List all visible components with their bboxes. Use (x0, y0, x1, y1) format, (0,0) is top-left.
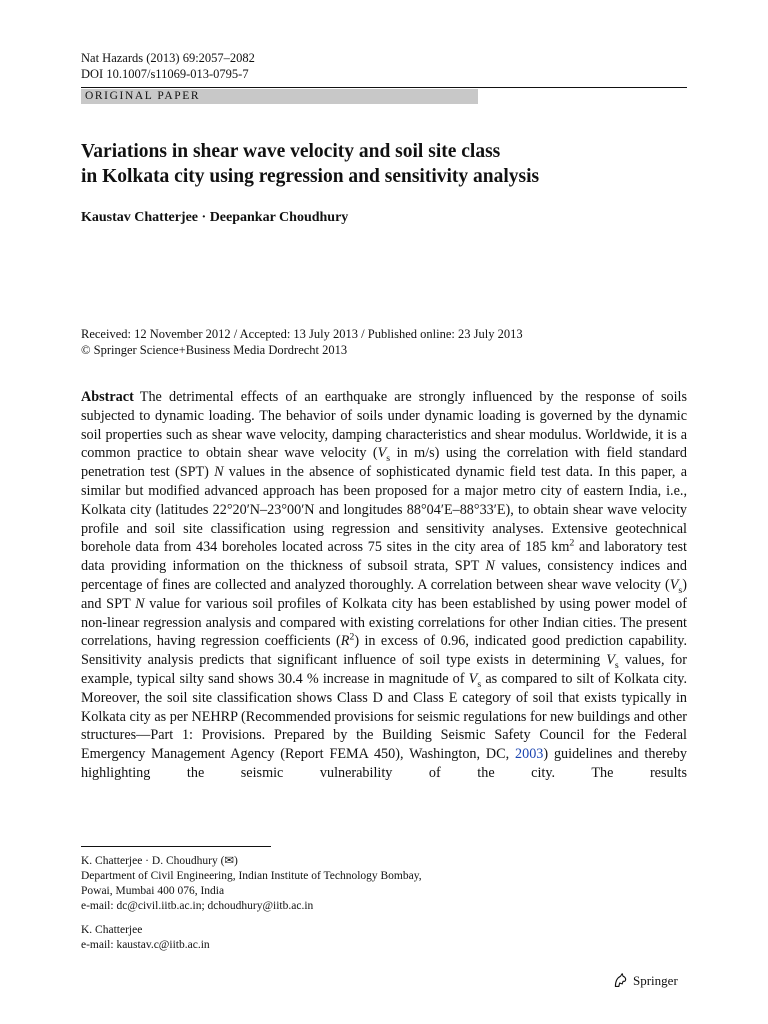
journal-header (81, 50, 255, 82)
vs-symbol: V (669, 576, 679, 593)
reference-link-2003[interactable]: 2003 (515, 746, 544, 763)
abstract-text-2: in m/s) using the correlation with field standard penetration test (SPT) (81, 445, 687, 481)
springer-horse-icon (612, 972, 629, 989)
footnote-email-2: e-mail: kaustav.c@iitb.ac.in (81, 939, 210, 951)
n-symbol: N (214, 464, 224, 481)
vs-symbol: V (606, 652, 615, 669)
journal-citation: Nat Hazards (2013) 69:2057–2082 (81, 51, 255, 65)
abstract-heading: Abstract (81, 389, 134, 405)
abstract-text-5: values, consistency indices and percentage of fines are collected and analyzed thoroughly. A correlation between shear wave velocity ( (81, 558, 688, 593)
vs-symbol: V (377, 445, 387, 462)
abstract-text-3: values in the absence of sophisticated dynamic field test data. In this paper, a similar but modified advanced approach has been proposed for a major metro city of eastern India, i.e., Kolkata city (latitudes 22°20′N–23°00′N and longitudes 88°04′E–88°33′E), to obtain shear wave velocity profile and soil site classification using regression and sensitivity analyses. Extensive geotechnical borehole data from 434 boreholes located across 75 sites in the city area of 185 km (81, 464, 688, 556)
footnote-email-1: e-mail: dc@civil.iitb.ac.in; dchoudhury@iitb.ac.in (81, 900, 314, 912)
footnote-authors: K. Chatterjee · D. Choudhury (✉) (81, 855, 238, 867)
publication-dates (81, 326, 523, 358)
n-symbol: N (485, 558, 495, 575)
r-superscript: 2 (349, 631, 355, 643)
abstract-text-9: values, for example, typical silty sand shows 30.4 % increase in magnitude of (81, 652, 687, 687)
vs-subscript: s (386, 453, 391, 465)
author-list: Kaustav Chatterjee · Deepankar Choudhury (81, 210, 349, 225)
abstract-text-8: ) in excess of 0.96, indicated good prediction capability. Sensitivity analysis predicts that significant influence of soil type exists in determining (81, 633, 688, 669)
km2-superscript: 2 (569, 537, 575, 549)
vs-subscript: s (477, 678, 482, 690)
affiliation-footnote (81, 854, 422, 953)
history-dates: Received: 12 November 2012 / Accepted: 13 July 2013 / Published online: 23 July 2013 (81, 327, 523, 341)
abstract-text-1: The detrimental effects of an earthquake are strongly influenced by the response of soils subjected to dynamic loading. The behavior of soils under dynamic loading is governed by the dynamic soil properties such as shear wave velocity, damping characteristics and shear modulus. Worldwide, it is a common practice to obtain shear wave velocity ( (81, 389, 687, 462)
publisher-logo (612, 972, 678, 989)
paper-title (81, 140, 701, 189)
footnote-rule (81, 846, 271, 847)
abstract-text-6: ) and SPT (81, 576, 687, 612)
n-symbol: N (135, 595, 145, 612)
footnote-name-2: K. Chatterjee (81, 924, 143, 936)
copyright-line: © Springer Science+Business Media Dordrecht 2013 (81, 343, 348, 357)
abstract-text-4: and laboratory test data providing information on the thickness of subsoil strata, SPT (81, 539, 687, 575)
abstract-text-11: ) guidelines and thereby highlighting the seismic vulnerability of the city. The results (81, 746, 687, 781)
footnote-address: Powai, Mumbai 400 076, India (81, 885, 225, 897)
abstract-text-7: value for various soil profiles of Kolkata city has been established by using power model of non-linear regression analysis and compared with existing correlations for other Indian cities. The present correlations, having regression coefficients ( (81, 595, 687, 650)
title-line-2: in Kolkata city using regression and sensitivity analysis (81, 165, 540, 187)
vs-symbol: V (468, 670, 478, 687)
article-type-ribbon: ORIGINAL PAPER (81, 89, 478, 104)
vs-subscript: s (614, 659, 619, 671)
publisher-name: Springer (633, 972, 678, 988)
journal-doi: DOI 10.1007/s11069-013-0795-7 (81, 67, 249, 81)
abstract-text-10: as compared to silt of Kolkata city. Moreover, the soil site classification shows Class D and Class E category of soil that exists typically in Kolkata city as per NEHRP (Recommended provisions for seismic regulations for new buildings and other structures—Part 1: Provisions. Prepared by the Building Seismic Safety Council for the Federal Emergency Management Agency (Report FEMA 450), Washington, DC, (81, 670, 687, 763)
footnote-gap (81, 914, 422, 923)
abstract (81, 388, 687, 783)
title-line-1: Variations in shear wave velocity and soil site class (81, 141, 501, 162)
r-symbol: R (340, 633, 350, 650)
vs-subscript: s (678, 584, 683, 596)
footnote-department: Department of Civil Engineering, Indian Institute of Technology Bombay, (81, 870, 422, 882)
